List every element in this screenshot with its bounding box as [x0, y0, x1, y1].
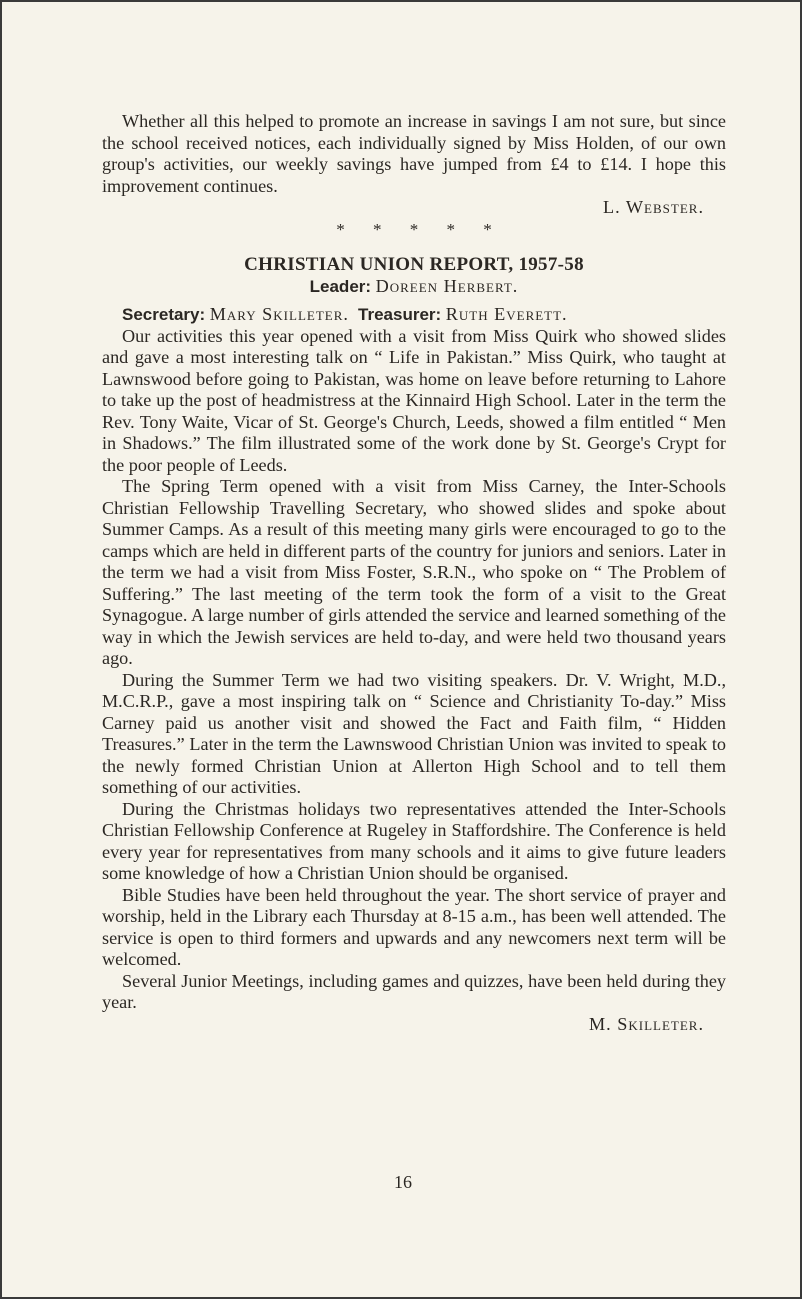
- report-officers-line: [102, 304, 726, 326]
- leader-label: Leader:: [309, 276, 372, 296]
- report-paragraph: Our activities this year opened with a visit from Miss Quirk who showed slides and gave a most interesting talk on “ Life in Pakistan.” Miss Quirk, who taught at Lawnswood before going to Pakistan, was home on leave before returning to Lahore to take up the post of headmistress at the Kinnaird High School. Later in the term the Rev. Tony Waite, Vicar of St. George's Church, Leeds, showed a film entitled “ Men in Shadows.” The film illustrated some of the work done by St. George's Crypt for the poor people of Leeds.: [102, 325, 726, 475]
- report-paragraph: During the Summer Term we had two visiting speakers. Dr. V. Wright, M.D., M.C.R.P., gave a most inspiring talk on “ Science and Christianity To-day.” Miss Carney paid us another visit and showed the Fact and Faith film, “ Hidden Treasures.” Later in the term the Lawnswood Christian Union was invited to speak to the newly formed Christian Union at Allerton High School and to tell them something of our activities.: [102, 669, 726, 797]
- leader-name: Doreen Herbert.: [375, 275, 519, 296]
- intro-signature: L. Webster.: [603, 197, 704, 217]
- secretary-name: Mary Skilleter.: [209, 304, 349, 324]
- page-content: [102, 111, 726, 1035]
- section-separator: * * * * *: [336, 219, 492, 239]
- secretary-label: Secretary:: [122, 305, 206, 324]
- report-paragraph: Several Junior Meetings, including games and quizzes, have been held during they year.: [102, 970, 726, 1012]
- report-title: CHRISTIAN UNION REPORT, 1957-58: [244, 254, 584, 275]
- report-paragraph: During the Christmas holidays two representatives attended the Inter-Schools Christian Fellowship Conference at Rugeley in Staffordshire. The Conference is held every year for representatives from many schools and it aims to give future leaders some knowledge of how a Christian Union should be organised.: [102, 798, 726, 883]
- report-signature: M. Skilleter.: [588, 1013, 704, 1034]
- report-leader-line: [102, 276, 726, 298]
- treasurer-name: Ruth Everett.: [445, 304, 568, 324]
- report-paragraph: Bible Studies have been held throughout the year. The short service of prayer and worship, held in the Library each Thursday at 8-15 a.m., has been well attended. The service is open to third formers and upwards and any newcomers next term will be welcomed.: [102, 884, 726, 969]
- treasurer-label: Treasurer:: [358, 305, 442, 324]
- intro-paragraph: Whether all this helped to promote an increase in savings I am not sure, but since the school received notices, each individually signed by Miss Holden, of our own group's activities, our weekly savings have jumped from £4 to £14. I hope this improvement continues.: [102, 111, 726, 196]
- page-number: 16: [394, 1172, 412, 1192]
- report-paragraph: The Spring Term opened with a visit from Miss Carney, the Inter-Schools Christian Fellowship Travelling Secretary, who showed slides and spoke about Summer Camps. As a result of this meeting many girls were encouraged to go to the camps which are held in different parts of the country for juniors and seniors. Later in the term we had a visit from Miss Foster, S.R.N., who spoke on “ The Problem of Suffering.” The last meeting of the term took the form of a visit to the Great Synagogue. A large number of girls attended the service and learned something of the way in which the Jewish services are held to-day, and were held two thousand years ago.: [102, 476, 726, 668]
